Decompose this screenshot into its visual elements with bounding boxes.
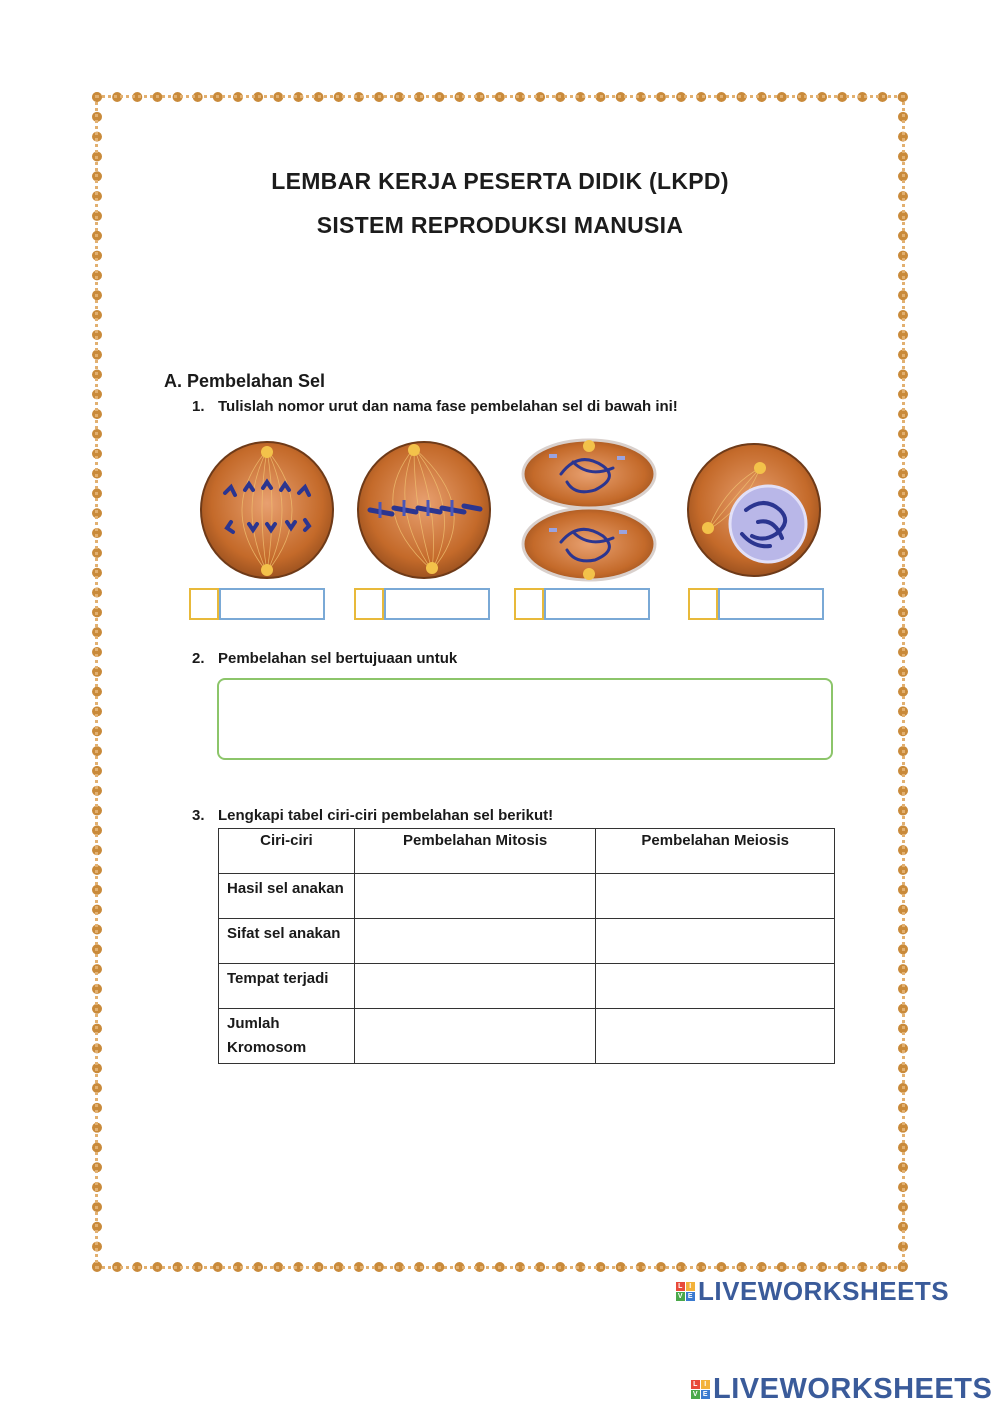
question-text: Pembelahan sel bertujuaan untuk xyxy=(218,650,458,667)
watermark-text: LIVEWORKSHEETS xyxy=(698,1276,950,1306)
order-number-input-4[interactable] xyxy=(688,588,718,620)
anaphase-cell-icon xyxy=(197,438,337,583)
question-number: 2. xyxy=(192,650,205,667)
metaphase-cell-icon xyxy=(354,438,494,583)
row-label: Sifat sel anakan xyxy=(219,919,355,964)
table-row xyxy=(219,1009,835,1064)
mitosis-answer-cell[interactable] xyxy=(354,874,596,919)
table-row xyxy=(219,919,835,964)
column-header: Pembelahan Meiosis xyxy=(596,829,835,874)
question-number: 3. xyxy=(192,807,205,824)
phase-name-input-1[interactable] xyxy=(219,588,325,620)
watermark-text: LIVEWORKSHEETS xyxy=(713,1373,993,1405)
cell-division-traits-table xyxy=(218,828,835,1064)
question-1 xyxy=(192,398,678,415)
order-number-input-3[interactable] xyxy=(514,588,544,620)
table-row xyxy=(219,874,835,919)
column-header: Ciri-ciri xyxy=(219,829,355,874)
phase-name-input-2[interactable] xyxy=(384,588,490,620)
mitosis-answer-cell[interactable] xyxy=(354,919,596,964)
purpose-answer-area[interactable] xyxy=(217,678,833,760)
row-label: Hasil sel anakan xyxy=(219,874,355,919)
prophase-cell-icon xyxy=(684,438,824,583)
liveworksheets-logo-icon: L I V E xyxy=(692,1381,709,1398)
question-3 xyxy=(192,807,553,824)
meiosis-answer-cell[interactable] xyxy=(596,874,835,919)
table-row xyxy=(219,964,835,1009)
question-text: Lengkapi tabel ciri-ciri pembelahan sel berikut! xyxy=(218,807,554,824)
meiosis-answer-cell[interactable] xyxy=(596,964,835,1009)
phase-name-input-3[interactable] xyxy=(544,588,650,620)
telophase-cell-icon xyxy=(519,438,659,583)
column-header: Pembelahan Mitosis xyxy=(354,829,596,874)
worksheet-title: LEMBAR KERJA PESERTA DIDIK (LKPD) xyxy=(271,168,729,194)
mitosis-answer-cell[interactable] xyxy=(354,964,596,1009)
row-label: Jumlah Kromosom xyxy=(219,1009,355,1064)
order-number-input-2[interactable] xyxy=(354,588,384,620)
question-text: Tulislah nomor urut dan nama fase pembelahan sel di bawah ini! xyxy=(218,398,678,415)
table-header-row xyxy=(219,829,835,874)
liveworksheets-logo-icon: L I V E xyxy=(677,1283,694,1300)
order-number-input-1[interactable] xyxy=(189,588,219,620)
section-heading: A. Pembelahan Sel xyxy=(164,371,326,391)
liveworksheets-watermark xyxy=(691,1373,992,1406)
phase-name-input-4[interactable] xyxy=(718,588,824,620)
question-2 xyxy=(192,650,457,667)
mitosis-answer-cell[interactable] xyxy=(354,1009,596,1064)
liveworksheets-watermark xyxy=(676,1276,949,1307)
worksheet-subtitle: SISTEM REPRODUKSI MANUSIA xyxy=(316,212,684,238)
meiosis-answer-cell[interactable] xyxy=(596,1009,835,1064)
row-label: Tempat terjadi xyxy=(219,964,355,1009)
meiosis-answer-cell[interactable] xyxy=(596,919,835,964)
question-number: 1. xyxy=(192,398,205,415)
